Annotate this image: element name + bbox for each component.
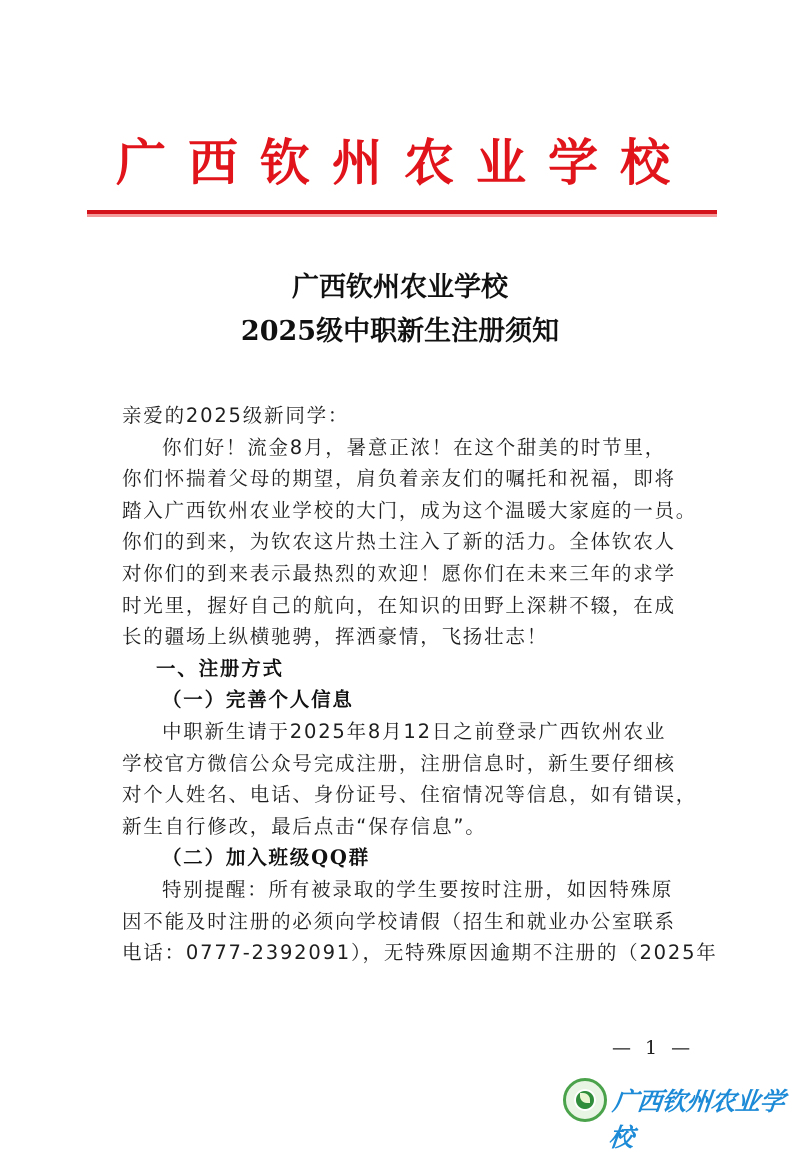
watermark-school-name: 广西钦州农业学校	[607, 1087, 786, 1152]
document-title-notice: 2025级中职新生注册须知	[240, 316, 560, 347]
paragraph-line: 学校官方微信公众号完成注册，注册信息时，新生要仔细核	[122, 751, 676, 775]
page-number: — 1 —	[612, 1037, 695, 1059]
subsection-heading-qq-group: （二）加入班级QQ群	[162, 846, 370, 870]
paragraph-line: 对你们的到来表示最热烈的欢迎！愿你们在未来三年的求学	[122, 561, 676, 585]
subsection-heading-personal-info: （一）完善个人信息	[162, 688, 354, 712]
paragraph-line: 你们好！流金8月，暑意正浓！在这个甜美的时节里，	[162, 435, 667, 459]
paragraph-line: 你们的到来，为钦农这片热土注入了新的活力。全体钦农人	[122, 530, 676, 554]
paragraph-line: 长的疆场上纵横驰骋，挥洒豪情，飞扬壮志！	[122, 625, 549, 649]
paragraph-line: 电话：0777-2392091），无特殊原因逾期不注册的（2025年	[122, 941, 718, 965]
paragraph-line: 时光里，握好自己的航向，在知识的田野上深耕不辍，在成	[122, 593, 676, 617]
section-heading-registration-method: 一、注册方式	[156, 656, 284, 680]
paragraph-line: 新生自行修改，最后点击“保存信息”。	[122, 814, 487, 838]
greeting: 亲爱的2025级新同学：	[122, 404, 350, 427]
document-title-school: 广西钦州农业学校	[292, 272, 508, 303]
paragraph-line: 对个人姓名、电话、身份证号、住宿情况等信息，如有错误，	[122, 783, 698, 807]
paragraph-line: 踏入广西钦州农业学校的大门，成为这个温暖大家庭的一员。	[122, 498, 698, 522]
letterhead-school-name: 广西钦州农业学校	[116, 133, 692, 192]
school-emblem-icon	[563, 1078, 607, 1122]
document-body	[122, 400, 718, 969]
paragraph-line: 你们怀揣着父母的期望，肩负着亲友们的嘱托和祝福，即将	[122, 467, 676, 491]
letterhead-red-rule-thin	[87, 214, 717, 217]
paragraph-line: 因不能及时注册的必须向学校请假（招生和就业办公室联系	[122, 909, 676, 933]
paragraph-line: 中职新生请于2025年8月12日之前登录广西钦州农业	[162, 719, 667, 743]
paragraph-line: 特别提醒：所有被录取的学生要按时注册，如因特殊原	[162, 877, 674, 901]
